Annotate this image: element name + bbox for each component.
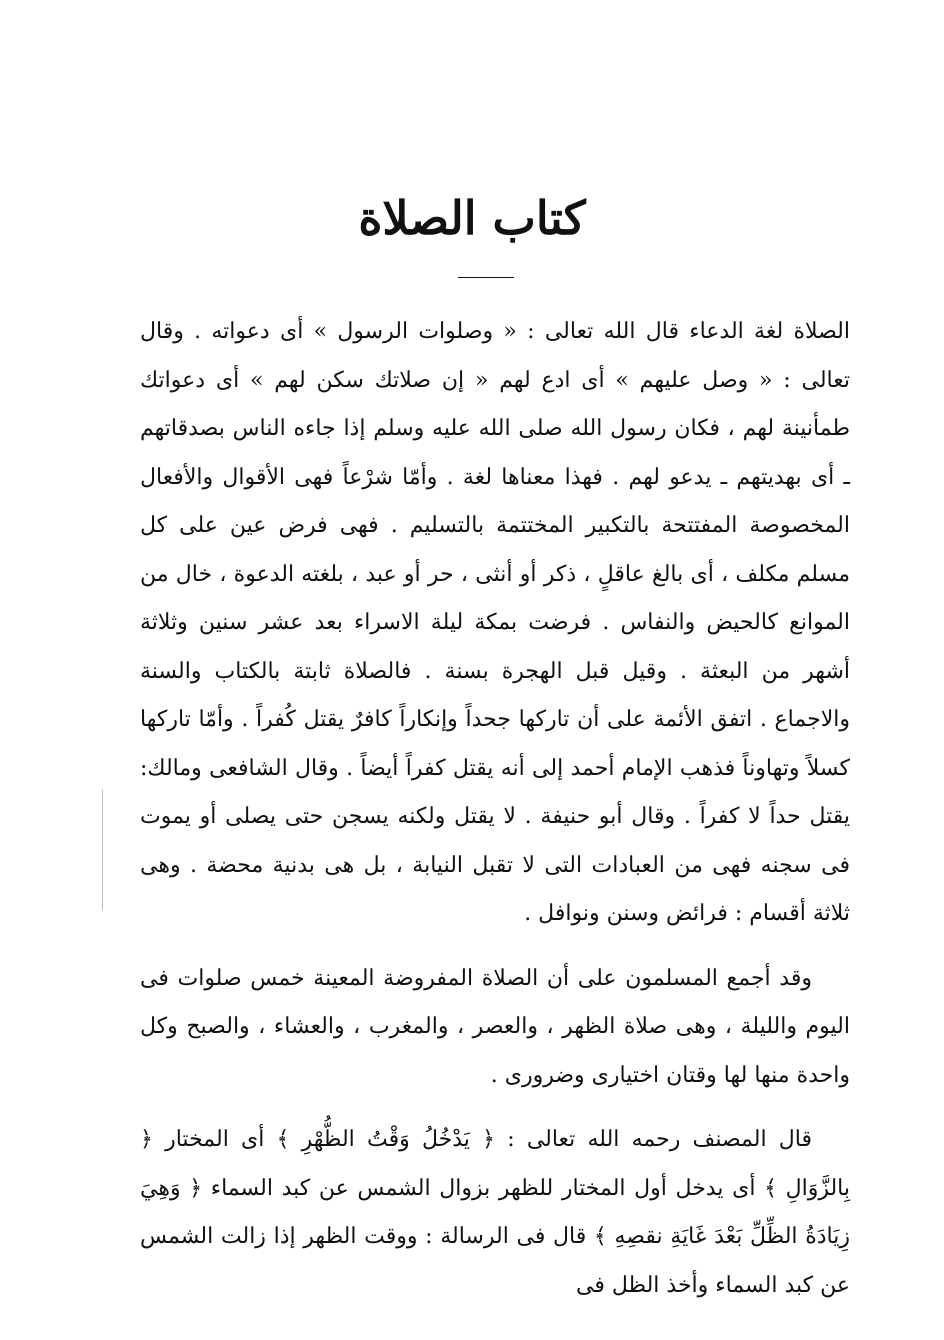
paragraph-dhuhr-time: قال المصنف رحمه الله تعالى : ﴿ يَدْخُلُ وَقْتُ الظُّهْرِ ﴾ أى المختار ﴿ بِالزَّوَالِ ﴾ أى يدخل أول المختار للظهر بزوال الشمس عن كبد السماء ﴿ وَهِيَ زِيَادَةُ الظِّلِّ بَعْدَ غَايَةِ نقصِهِ ﴾ قال فى الرسالة : ووقت الظهر إذا زالت الشمس عن كبد السماء وأخذ الظل فى [140, 1127, 850, 1298]
paragraph-five-prayers: وقد أجمع المسلمون على أن الصلاة المفروضة المعينة خمس صلوات فى اليوم والليلة ، وهى صلاة الظهر ، والعصر ، والمغرب ، والعشاء ، والصبح وكل واحدة منها لها وقتان اختيارى وضرورى . [140, 965, 850, 1088]
body-text [140, 308, 850, 1310]
title-divider [458, 277, 514, 278]
chapter-title: كتاب الصلاة [358, 191, 586, 245]
margin-mark [102, 790, 103, 910]
paragraph-definition: الصلاة لغة الدعاء قال الله تعالى : « وصلوات الرسول » أى دعواته . وقال تعالى : « وصل عليهم » أى ادع لهم « إن صلاتك سكن لهم » أى دعواتك طمأنينة لهم ، فكان رسول الله صلى الله عليه وسلم إذا جاءه الناس بصدقاتهم ـ أى بهديتهم ـ يدعو لهم . فهذا معناها لغة . وأمّا شرْعاً فهى الأقوال والأفعال المخصوصة المفتتحة بالتكبير المختتمة بالتسليم . فهى فرض عين على كل مسلم مكلف ، أى بالغ عاقلٍ ، ذكر أو أنثى ، حر أو عبد ، بلغته الدعوة ، خال من الموانع كالحيض والنفاس . فرضت بمكة ليلة الاسراء بعد عشر سنين وثلاثة أشهر من البعثة . وقيل قبل الهجرة بسنة . فالصلاة ثابتة بالكتاب والسنة والاجماع . اتفق الأئمة على أن تاركها جحداً وإنكاراً كافرٌ يقتل كُفراً . وأمّا تاركها كسلاً وتهاوناً فذهب الإمام أحمد إلى أنه يقتل كفراً أيضاً . وقال الشافعى ومالك: يقتل حداً لا كفراً . وقال أبو حنيفة . لا يقتل ولكنه يسجن حتى يصلى أو يموت فى سجنه فهى من العبادات التى لا تقبل النيابة ، بل هى بدنية محضة . وهى ثلاثة أقسام : فرائض وسنن ونوافل . [140, 319, 850, 926]
